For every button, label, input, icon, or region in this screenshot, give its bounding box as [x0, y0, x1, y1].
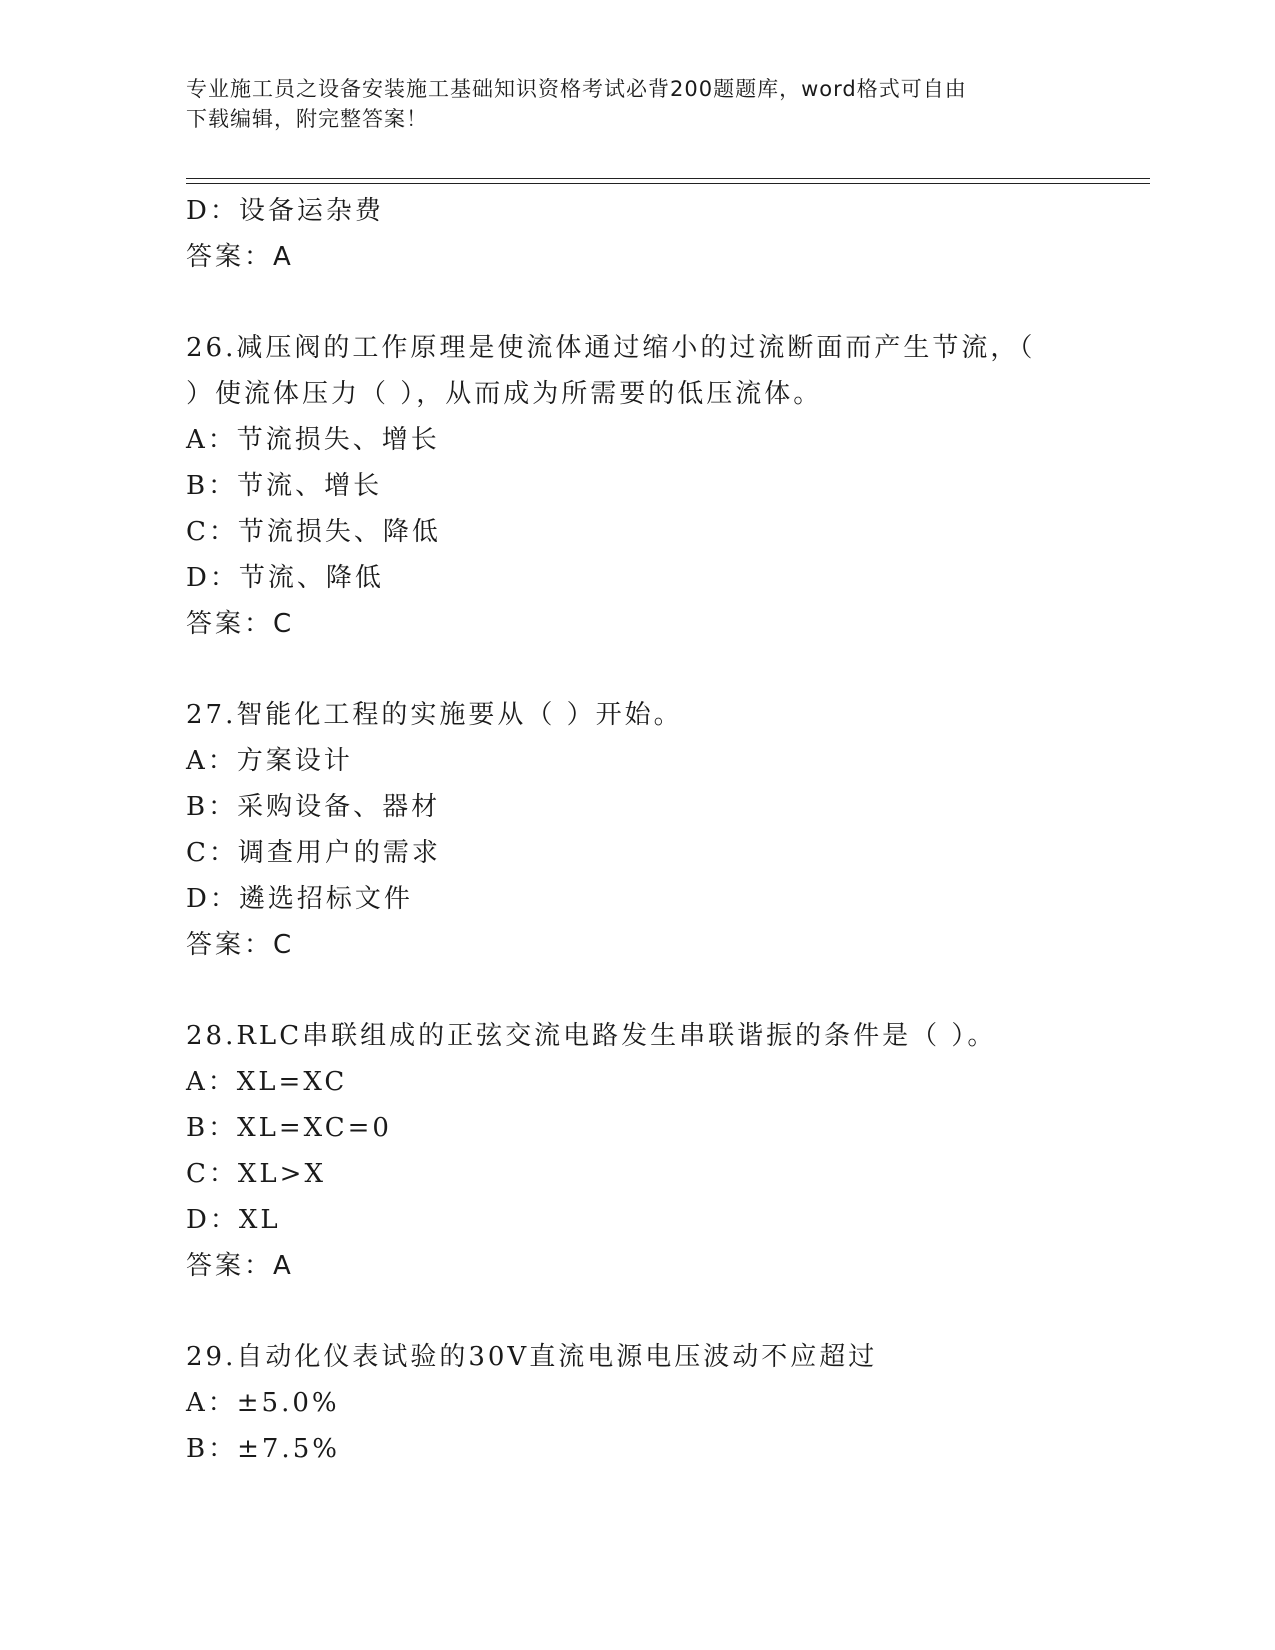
question-content	[186, 188, 1086, 1472]
question-27	[186, 692, 1086, 968]
option-d: D：XL	[186, 1205, 281, 1235]
answer-line: 答案：A	[186, 1251, 294, 1281]
option-d: D：节流、降低	[186, 563, 384, 593]
option-a: A：方案设计	[186, 746, 353, 776]
header-divider-bottom	[186, 183, 1150, 184]
option-a: A：XL=XC	[186, 1067, 348, 1097]
question-26	[186, 325, 1086, 647]
option-c: C：节流损失、降低	[186, 517, 441, 547]
option-c: C：调查用户的需求	[186, 838, 441, 868]
option-b: B：采购设备、器材	[186, 792, 441, 822]
answer-line: 答案：C	[186, 609, 295, 639]
answer-line: 答案：A	[186, 242, 294, 272]
question-text: 27.智能化工程的实施要从（ ）开始。	[186, 700, 683, 730]
option-d: D：设备运杂费	[186, 196, 384, 226]
option-c: C：XL>X	[186, 1159, 326, 1189]
header-line-2: 下载编辑，附完整答案！	[186, 107, 428, 131]
answer-line: 答案：C	[186, 930, 295, 960]
question-text: 26.减压阀的工作原理是使流体通过缩小的过流断面而产生节流，（	[186, 333, 1036, 363]
option-b: B：±7.5%	[186, 1434, 340, 1464]
option-b: B：节流、增长	[186, 471, 383, 501]
question-29	[186, 1334, 1086, 1472]
header-line-1: 专业施工员之设备安装施工基础知识资格考试必背200题题库，word格式可自由	[186, 77, 967, 101]
option-b: B：XL=XC=0	[186, 1113, 392, 1143]
option-a: A：±5.0%	[186, 1388, 340, 1418]
option-a: A：节流损失、增长	[186, 425, 440, 455]
question-text: 29.自动化仪表试验的30V直流电源电压波动不应超过	[186, 1342, 878, 1372]
page-header	[186, 74, 1066, 134]
question-text: 28.RLC串联组成的正弦交流电路发生串联谐振的条件是（ ）。	[186, 1021, 997, 1051]
question-text-cont: ）使流体压力（ ），从而成为所需要的低压流体。	[186, 379, 823, 409]
question-28	[186, 1013, 1086, 1289]
option-d: D：遴选招标文件	[186, 884, 413, 914]
header-divider-top	[186, 178, 1150, 179]
